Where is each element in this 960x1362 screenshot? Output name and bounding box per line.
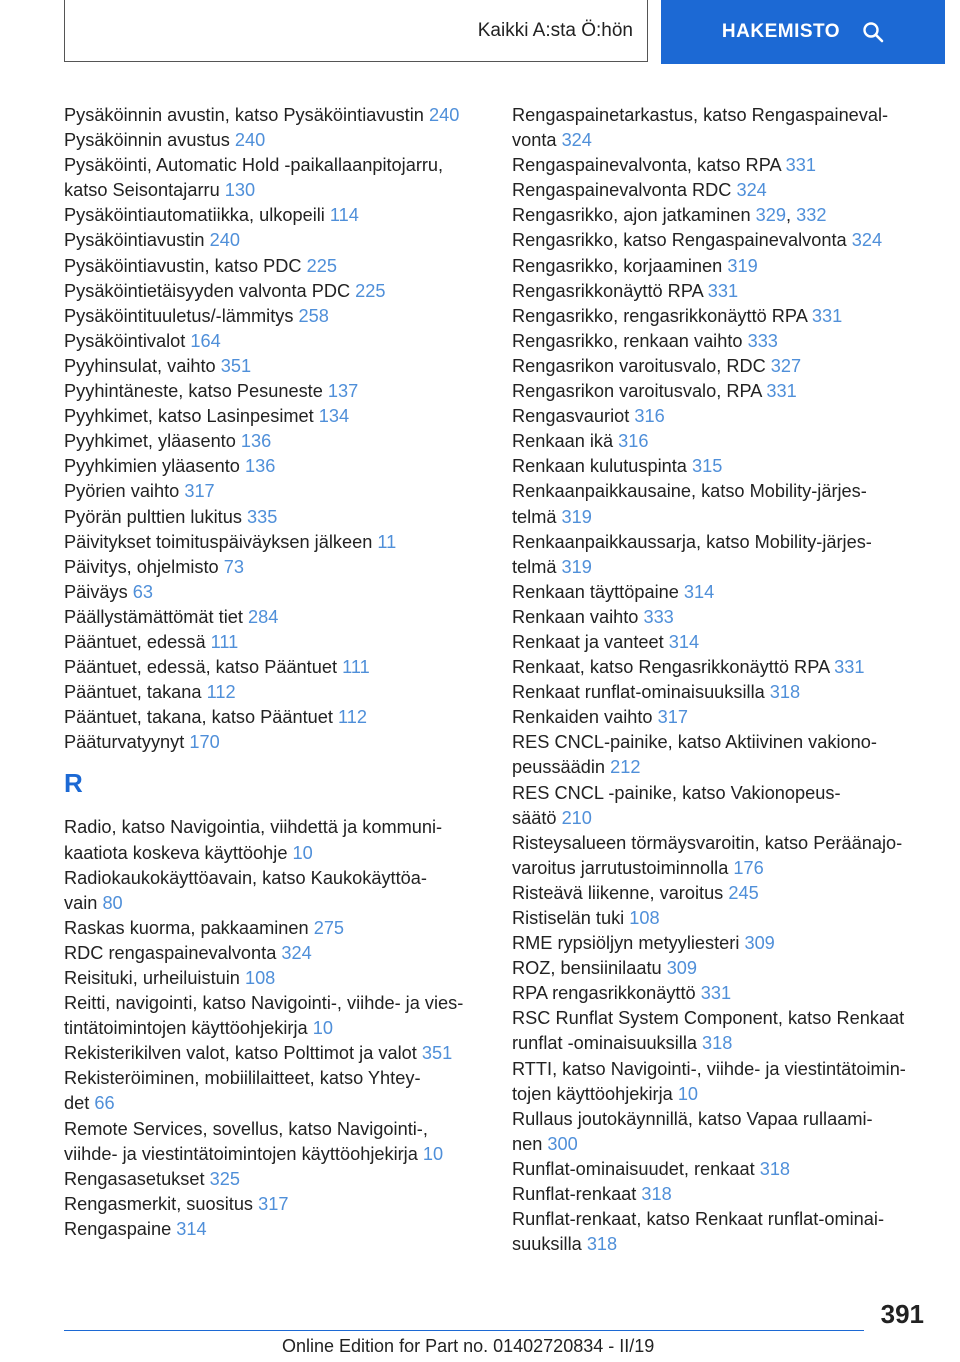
page-reference-link[interactable]: 319 xyxy=(727,255,758,276)
page-reference-link[interactable]: 332 xyxy=(796,205,827,226)
page-reference-link[interactable]: 130 xyxy=(224,180,256,201)
index-entry xyxy=(64,153,484,203)
page-reference-link[interactable]: 10 xyxy=(312,1018,333,1039)
index-entry xyxy=(512,981,932,1006)
entry-term: Rengaspainetarkastus, katso Rengaspaineval- xyxy=(512,105,889,125)
index-group-r-continued xyxy=(512,103,932,1257)
index-entry xyxy=(512,153,932,178)
entry-term: RTTI, katso Navigointi-, viihde- ja viestintätoimin- xyxy=(512,1058,906,1079)
index-entry xyxy=(64,991,484,1041)
page-reference-link[interactable]: 331 xyxy=(811,305,843,326)
index-entry xyxy=(512,881,932,906)
page-reference-link[interactable]: 318 xyxy=(702,1033,733,1054)
index-entry xyxy=(64,279,484,304)
entry-term: Pyyhkimien yläasento xyxy=(64,456,240,477)
index-entry xyxy=(512,580,932,605)
index-entry xyxy=(64,429,484,454)
entry-term-line-2: viihde- ja viestintätoimintojen käyttöohjekirja xyxy=(64,1143,418,1164)
page-reference-link[interactable]: 324 xyxy=(561,130,592,151)
entry-term: Rengasrikko, korjaaminen xyxy=(512,255,723,276)
entry-term: Pääturvatyynyt xyxy=(64,732,185,753)
index-entry xyxy=(512,454,932,479)
entry-term: Renkaat, katso Rengasrikkonäyttö RPA xyxy=(512,657,830,678)
index-entry xyxy=(64,555,484,580)
page-reference-link[interactable]: 114 xyxy=(329,205,359,226)
page-reference-link[interactable]: 317 xyxy=(258,1193,289,1214)
entry-term-line-2: tintätoimintojen käyttöohjekirja xyxy=(64,1018,308,1039)
page-reference-link[interactable]: 300 xyxy=(547,1133,578,1154)
index-entry xyxy=(512,931,932,956)
entry-term-continued xyxy=(64,841,484,866)
index-entry xyxy=(64,1192,484,1217)
entry-term-continued xyxy=(64,1091,484,1116)
index-group-r xyxy=(64,815,484,1242)
entry-term-continued xyxy=(512,1082,932,1107)
index-entry xyxy=(512,705,932,730)
entry-term: Pysäköintiavustin xyxy=(64,230,205,251)
index-entry xyxy=(64,1167,484,1192)
index-entry xyxy=(64,730,484,755)
page-reference-link[interactable]: 314 xyxy=(683,581,715,602)
index-entry xyxy=(512,1107,932,1157)
section-letter-heading: R xyxy=(64,768,83,799)
index-entry xyxy=(64,1117,484,1167)
entry-term: RME rypsiöljyn metyyliesteri xyxy=(512,933,740,954)
tab-index-label: HAKEMISTO xyxy=(721,21,841,42)
index-entry xyxy=(512,730,932,780)
index-entry xyxy=(64,254,484,279)
entry-term: Rengasrikon varoitusvalo, RPA xyxy=(512,381,762,402)
entry-term: Pysäköinnin avustus xyxy=(64,130,230,151)
search-icon[interactable] xyxy=(862,21,884,43)
entry-term: Reitti, navigointi, katso Navigointi-, viihde- ja vies- xyxy=(64,993,464,1014)
entry-term: Pyyhintäneste, katso Pesuneste xyxy=(64,381,323,402)
page-reference-link[interactable]: 351 xyxy=(220,355,252,376)
entry-term-line-2: säätö xyxy=(512,807,557,828)
entry-term: Renkaan kulutuspinta xyxy=(512,456,687,477)
entry-term-line-2: telmä xyxy=(512,506,557,527)
index-entry xyxy=(512,329,932,354)
index-entry xyxy=(512,228,932,253)
entry-term: Remote Services, sovellus, katso Navigointi-, xyxy=(64,1118,428,1139)
index-entry xyxy=(64,354,484,379)
entry-term: Pysäköintiavustin, katso PDC xyxy=(64,255,302,276)
page-reference-link[interactable]: 331 xyxy=(785,155,817,176)
entry-term: Runflat-renkaat xyxy=(512,1184,637,1205)
entry-term: Pääntuet, edessä xyxy=(64,631,206,652)
entry-term: Ristiselän tuki xyxy=(512,908,625,928)
index-entry xyxy=(64,1041,484,1066)
page-reference-link[interactable]: 258 xyxy=(298,305,329,326)
entry-term-line-2: telmä xyxy=(512,556,557,577)
index-entry xyxy=(64,304,484,329)
entry-term: RSC Runflat System Component, katso Renkaat xyxy=(512,1008,905,1029)
index-entry xyxy=(64,1217,484,1242)
page-reference-link[interactable]: 331 xyxy=(834,657,865,678)
entry-term-line-2: varoitus jarrutustoiminnolla xyxy=(512,857,729,878)
footer-divider xyxy=(64,1330,864,1331)
entry-term: Rengasmerkit, suositus xyxy=(64,1193,254,1214)
entry-term: Raskas kuorma, pakkaaminen xyxy=(64,917,309,938)
page-reference-link[interactable]: 351 xyxy=(421,1043,453,1064)
page-reference-link[interactable]: 317 xyxy=(657,707,688,728)
page-reference-link[interactable]: 331 xyxy=(766,381,797,402)
entry-term-line-2: peussäädin xyxy=(512,757,606,778)
entry-term-continued xyxy=(512,555,932,580)
index-entry xyxy=(512,304,932,329)
page-reference-link[interactable]: 275 xyxy=(313,917,345,938)
index-entry xyxy=(64,680,484,705)
page-reference-link[interactable]: 11 xyxy=(377,531,397,552)
index-entry xyxy=(64,203,484,228)
page-reference-link[interactable]: 210 xyxy=(561,807,592,828)
page-reference-link[interactable]: 318 xyxy=(641,1184,672,1205)
page-reference-link[interactable]: 137 xyxy=(327,381,359,402)
entry-term: RES CNCL-painike, katso Aktiivinen vakiono- xyxy=(512,732,877,753)
index-entry xyxy=(512,680,932,705)
index-entry xyxy=(512,379,932,404)
entry-term: Pysäköintiautomatiikka, ulkopeili xyxy=(64,205,325,226)
index-entry xyxy=(512,103,932,153)
index-entry xyxy=(64,128,484,153)
entry-term: Renkaat ja vanteet xyxy=(512,631,664,652)
page-reference-link[interactable]: 10 xyxy=(422,1143,444,1164)
page-reference-link[interactable]: 319 xyxy=(561,506,592,527)
entry-term-continued xyxy=(64,1142,484,1167)
page-reference-link[interactable]: 66 xyxy=(94,1093,115,1114)
page-reference-link[interactable]: 309 xyxy=(744,933,775,954)
entry-term: Risteävä liikenne, varoitus xyxy=(512,882,724,903)
entry-term-continued xyxy=(512,856,932,881)
entry-term: RDC rengaspainevalvonta xyxy=(64,942,277,963)
entry-term: Päivitys, ohjelmisto xyxy=(64,556,219,577)
index-entry xyxy=(512,906,932,931)
page-number: 391 xyxy=(880,1299,924,1329)
entry-term: Rengasrikko, renkaan vaihto xyxy=(512,330,743,351)
entry-term-line-2: tojen käyttöohjekirja xyxy=(512,1083,673,1104)
entry-term-line-2: katso Seisontajarru xyxy=(64,180,220,201)
index-entry xyxy=(512,479,932,529)
page-reference-link[interactable]: 315 xyxy=(691,456,723,477)
tab-a-to-z[interactable] xyxy=(64,0,648,62)
index-group-p xyxy=(64,103,484,755)
page-reference-link[interactable]: 170 xyxy=(189,732,220,753)
entry-term: Rekisterikilven valot, katso Polttimot ja valot xyxy=(64,1043,417,1064)
entry-term: Renkaan täyttöpaine xyxy=(512,581,679,602)
entry-term: Pysäköinnin avustin, katso Pysäköintiavustin xyxy=(64,105,424,125)
entry-term: RPA rengasrikkonäyttö xyxy=(512,983,696,1004)
entry-term: Rekisteröiminen, mobiililaitteet, katso Yhtey- xyxy=(64,1068,421,1089)
index-entry xyxy=(64,941,484,966)
entry-term-continued xyxy=(512,1031,932,1056)
page-reference-link[interactable]: 333 xyxy=(747,330,778,351)
entry-term-continued xyxy=(64,891,484,916)
entry-term: Renkaan ikä xyxy=(512,431,614,452)
page-reference-link[interactable]: 333 xyxy=(643,606,674,627)
page-reference-link[interactable]: 329 xyxy=(755,205,787,226)
footer-edition-text: Online Edition for Part no. 01402720834 - II/19 xyxy=(282,1336,655,1356)
index-entry xyxy=(64,705,484,730)
page-reference-link[interactable]: 324 xyxy=(281,942,312,963)
page-reference-link[interactable]: 284 xyxy=(247,606,279,627)
index-entry xyxy=(64,505,484,530)
entry-term: Päivitykset toimituspäiväyksen jälkeen xyxy=(64,531,373,552)
index-entry xyxy=(512,404,932,429)
entry-term: Runflat-renkaat, katso Renkaat runflat-ominai- xyxy=(512,1209,885,1230)
index-entry xyxy=(64,329,484,354)
page-reference-link[interactable]: 316 xyxy=(634,406,665,427)
index-entry xyxy=(512,178,932,203)
entry-term-line-2: vonta xyxy=(512,130,557,151)
page-reference-link[interactable]: 225 xyxy=(355,280,386,301)
page-reference-link[interactable]: 331 xyxy=(700,983,732,1004)
page-reference-link[interactable]: 317 xyxy=(184,481,215,502)
entry-term: Pyyhinsulat, vaihto xyxy=(64,355,216,376)
entry-term: Päiväys xyxy=(64,581,128,602)
index-entry xyxy=(64,866,484,916)
page-reference-link[interactable]: 10 xyxy=(292,842,313,863)
index-entry xyxy=(64,479,484,504)
index-entry xyxy=(64,966,484,991)
page-reference-link[interactable]: 314 xyxy=(668,631,700,652)
entry-term-line-2: suuksilla xyxy=(512,1234,582,1255)
entry-term: Rengasrikon varoitusvalo, RDC xyxy=(512,355,766,376)
entry-term: Pysäköintietäisyyden valvonta PDC xyxy=(64,280,351,301)
entry-term: Pysäköintivalot xyxy=(64,330,186,351)
page-reference-link[interactable]: 176 xyxy=(733,857,764,878)
entry-term-continued xyxy=(64,178,484,203)
page-reference-link[interactable]: 325 xyxy=(209,1168,240,1189)
entry-term: Rengasrikko, ajon jatkaminen xyxy=(512,205,751,226)
entry-term: Rengasrikkonäyttö RPA xyxy=(512,280,703,301)
page-reference-link[interactable]: 111 xyxy=(210,631,239,652)
index-entry xyxy=(64,228,484,253)
page-reference-link[interactable]: 240 xyxy=(428,105,460,125)
page-reference-link[interactable]: 324 xyxy=(851,230,883,251)
entry-term: Renkaan vaihto xyxy=(512,606,639,627)
index-column-right xyxy=(512,103,932,1257)
entry-term: Pääntuet, takana xyxy=(64,682,202,703)
page-reference-link[interactable]: 112 xyxy=(338,707,368,728)
index-entry xyxy=(512,254,932,279)
entry-term: Rengaspainevalvonta, katso RPA xyxy=(512,155,781,176)
page-reference-link[interactable]: 309 xyxy=(666,958,698,979)
page-reference-link[interactable]: 136 xyxy=(240,431,272,452)
index-entry xyxy=(512,1057,932,1107)
entry-term-line-2: nen xyxy=(512,1133,543,1154)
index-entry xyxy=(64,530,484,555)
index-entry xyxy=(512,1207,932,1257)
tab-a-to-z-label: Kaikki A:sta Ö:hön xyxy=(477,19,633,41)
page-reference-link[interactable]: 164 xyxy=(190,330,221,351)
entry-term: Pyyhkimet, yläasento xyxy=(64,431,236,452)
index-entry xyxy=(512,354,932,379)
index-entry xyxy=(512,655,932,680)
page-reference-link[interactable]: 240 xyxy=(209,230,240,251)
entry-term: Reisituki, urheiluistuin xyxy=(64,968,240,988)
page-reference-link[interactable]: 318 xyxy=(769,682,801,703)
page-reference-link[interactable]: 335 xyxy=(247,506,278,527)
page-reference-link[interactable]: 245 xyxy=(728,882,759,903)
entry-term: Pääntuet, edessä, katso Pääntuet xyxy=(64,657,338,678)
page-reference-link[interactable]: 319 xyxy=(561,556,592,577)
entry-term: Rengasrikko, katso Rengaspainevalvonta xyxy=(512,230,847,251)
index-entry xyxy=(512,956,932,981)
entry-term-continued xyxy=(512,755,932,780)
tab-index[interactable] xyxy=(661,0,945,64)
entry-term-continued xyxy=(512,505,932,530)
index-entry xyxy=(64,379,484,404)
page-reference-link[interactable]: 80 xyxy=(102,892,123,913)
index-entry xyxy=(512,279,932,304)
page-reference-link[interactable]: 136 xyxy=(244,456,276,477)
index-entry xyxy=(64,404,484,429)
index-entry xyxy=(512,1006,932,1056)
entry-term-continued xyxy=(512,128,932,153)
page-reference-link[interactable]: 73 xyxy=(223,556,244,577)
page-reference-link[interactable]: 63 xyxy=(132,581,153,602)
index-entry xyxy=(64,815,484,865)
entry-term: Renkaiden vaihto xyxy=(512,707,653,728)
entry-term: Runflat-ominaisuudet, renkaat xyxy=(512,1158,755,1179)
page-reference-link[interactable]: 111 xyxy=(342,657,370,678)
index-entry xyxy=(64,454,484,479)
index-entry: Rengasrikko, ajon jatkaminen 329, 332 xyxy=(512,205,827,226)
entry-term-continued xyxy=(512,806,932,831)
entry-term: Rullaus joutokäynnillä, katso Vapaa rullaami- xyxy=(512,1108,873,1129)
index-entry xyxy=(512,1182,932,1207)
entry-term: Pääntuet, takana, katso Pääntuet xyxy=(64,707,333,728)
page-reference-link[interactable]: 324 xyxy=(736,180,767,201)
entry-term: Pysäköintituuletus/-lämmitys xyxy=(64,305,294,326)
page-reference-link[interactable]: 318 xyxy=(759,1158,791,1179)
page-reference-link[interactable]: 240 xyxy=(234,130,266,151)
entry-term: Päällystämättömät tiet xyxy=(64,606,243,627)
page-reference-link[interactable]: 112 xyxy=(206,682,236,703)
entry-term: Renkaanpaikkaussarja, katso Mobility-järjes- xyxy=(512,531,872,552)
entry-term-line-2: runflat -ominaisuuksilla xyxy=(512,1033,697,1054)
entry-term: Rengaspaine xyxy=(64,1218,172,1239)
entry-term: Radiokaukokäyttöavain, katso Kaukokäyttöa- xyxy=(64,867,427,888)
entry-term: Radio, katso Navigointia, viihdettä ja kommuni- xyxy=(64,817,443,838)
entry-term: ROZ, bensiinilaatu xyxy=(512,958,662,979)
page-reference-link[interactable]: 316 xyxy=(618,431,649,452)
entry-term-continued xyxy=(512,1232,932,1257)
entry-term: Pysäköinti, Automatic Hold -paikallaanpitojarru, xyxy=(64,155,444,176)
page-reference-link[interactable]: 212 xyxy=(610,757,641,778)
index-entry xyxy=(512,781,932,831)
entry-term: Pyörien vaihto xyxy=(64,481,180,502)
index-entry xyxy=(64,916,484,941)
index-entry xyxy=(512,605,932,630)
page-reference-link[interactable]: 225 xyxy=(306,255,337,276)
entry-term: Pyyhkimet, katso Lasinpesimet xyxy=(64,406,314,427)
entry-term: Rengaspainevalvonta RDC xyxy=(512,180,732,201)
page-reference-link[interactable]: 314 xyxy=(176,1218,207,1239)
entry-term: Renkaat runflat-ominaisuuksilla xyxy=(512,682,765,703)
entry-term-line-2: kaatiota koskeva käyttöohje xyxy=(64,842,288,863)
index-entry xyxy=(512,429,932,454)
index-entry xyxy=(64,605,484,630)
entry-term-line-2: vain xyxy=(64,892,98,913)
page-reference-link[interactable]: 327 xyxy=(770,355,802,376)
page-reference-link[interactable]: 10 xyxy=(677,1083,699,1104)
index-entry xyxy=(64,580,484,605)
page-reference-link[interactable]: 318 xyxy=(586,1234,618,1255)
entry-term: Risteysalueen törmäysvaroitin, katso Peräänajo- xyxy=(512,832,903,853)
entry-term-continued xyxy=(512,1132,932,1157)
page-reference-link[interactable]: 108 xyxy=(244,968,276,988)
index-entry xyxy=(64,655,484,680)
entry-term: Rengasrikko, rengasrikkonäyttö RPA xyxy=(512,305,807,326)
page-reference-link[interactable]: 108 xyxy=(629,908,660,928)
entry-term: RES CNCL -painike, katso Vakionopeus- xyxy=(512,782,841,803)
index-entry xyxy=(64,103,484,128)
page-reference-link[interactable]: 134 xyxy=(318,406,350,427)
entry-term: Rengasasetukset xyxy=(64,1168,205,1189)
page-reference-link[interactable]: 331 xyxy=(707,280,739,301)
entry-term-continued xyxy=(64,1016,484,1041)
index-entry xyxy=(512,1157,932,1182)
entry-term: Renkaanpaikkausaine, katso Mobility-järjes- xyxy=(512,481,867,502)
index-entry xyxy=(512,530,932,580)
index-entry xyxy=(512,630,932,655)
index-entry xyxy=(64,630,484,655)
entry-term: Rengasvauriot xyxy=(512,406,630,427)
index-entry xyxy=(64,1066,484,1116)
index-entry xyxy=(512,831,932,881)
entry-term-line-2: det xyxy=(64,1093,90,1114)
entry-term: Pyörän pulttien lukitus xyxy=(64,506,242,527)
index-column-left xyxy=(64,103,484,1242)
